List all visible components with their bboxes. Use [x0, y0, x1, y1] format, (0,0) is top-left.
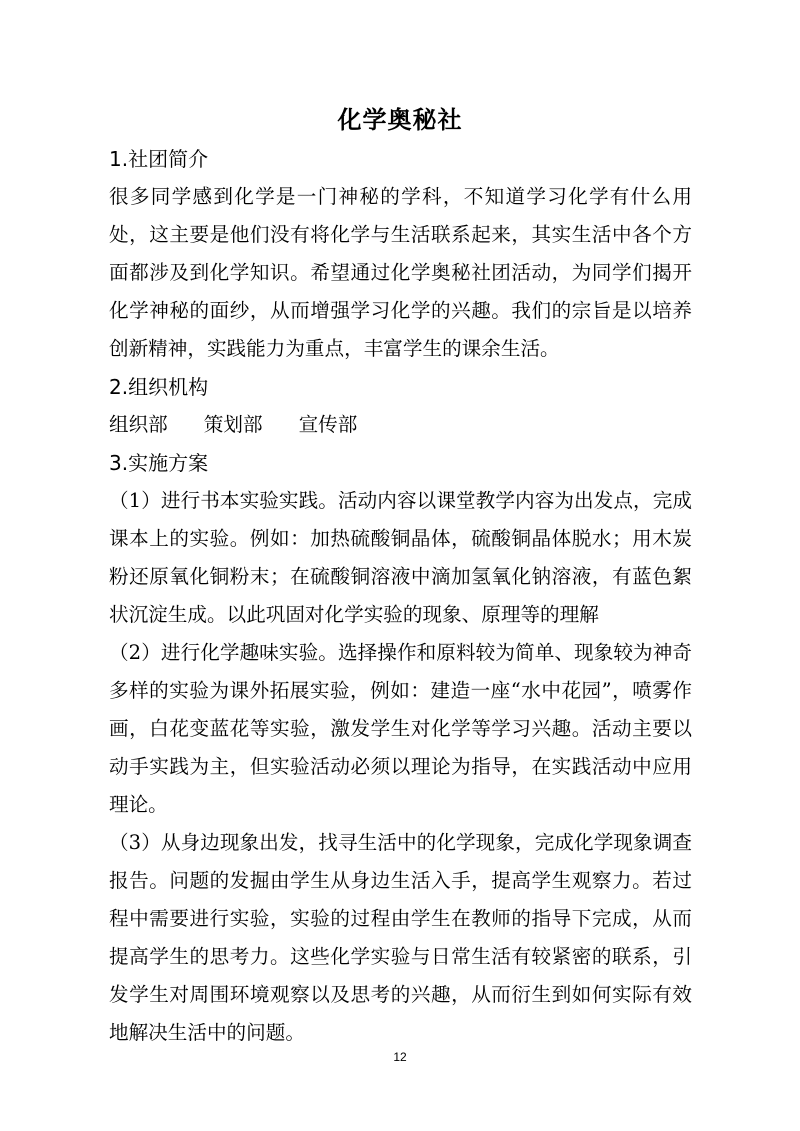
paragraph-club-intro: 很多同学感到化学是一门神秘的学科，不知道学习化学有什么用处，这主要是他们没有将化学与生活联系起来，其实生活中各个方面都涉及到化学知识。希望通过化学奥秘社团活动，为同学们揭开化学神秘的面纱，从而增强学习化学的兴趣。我们的宗旨是以培养创新精神，实践能力为重点，丰富学生的课余生活。: [109, 185, 692, 360]
section-club-intro: [109, 140, 692, 368]
page-number: 12: [393, 1050, 407, 1064]
paragraph-plan-3: （3）从身边现象出发，找寻生活中的化学现象，完成化学现象调查报告。问题的发掘由学生从身边生活入手，提高学生观察力。若过程中需要进行实验，实验的过程由学生在教师的指导下完成，从而提高学生的思考力。这些化学实验与日常生活有较紧密的联系，引发学生对周围环境观察以及思考的兴趣，从而衍生到如何实际有效地解决生活中的问题。: [109, 831, 692, 1044]
department-planning: 策划部: [203, 413, 263, 436]
department-organization: 组织部: [109, 413, 168, 436]
document-body: [109, 140, 692, 1052]
department-list: [109, 406, 692, 444]
section-organization: [109, 368, 692, 444]
section-heading-club-intro: 1.社团简介: [109, 147, 209, 171]
section-implementation: [109, 444, 692, 1052]
section-heading-implementation: 3.实施方案: [109, 451, 209, 475]
section-heading-organization: 2.组织机构: [109, 375, 209, 399]
paragraph-plan-2: （2）进行化学趣味实验。选择操作和原料较为简单、现象较为神奇多样的实验为课外拓展实验，例如：建造一座“水中花园”，喷雾作画，白花变蓝花等实验，激发学生对化学等学习兴趣。活动主要以动手实践为主，但实验活动必须以理论为指导，在实践活动中应用理论。: [109, 641, 692, 816]
paragraph-plan-1: （1）进行书本实验实践。活动内容以课堂教学内容为出发点，完成课本上的实验。例如：加热硫酸铜晶体，硫酸铜晶体脱水；用木炭粉还原氧化铜粉末；在硫酸铜溶液中滴加氢氧化钠溶液，有蓝色絮状沉淀生成。以此巩固对化学实验的现象、原理等的理解: [109, 489, 692, 626]
department-publicity: 宣传部: [298, 413, 358, 436]
page-title: 化学奥秘社: [337, 106, 463, 134]
